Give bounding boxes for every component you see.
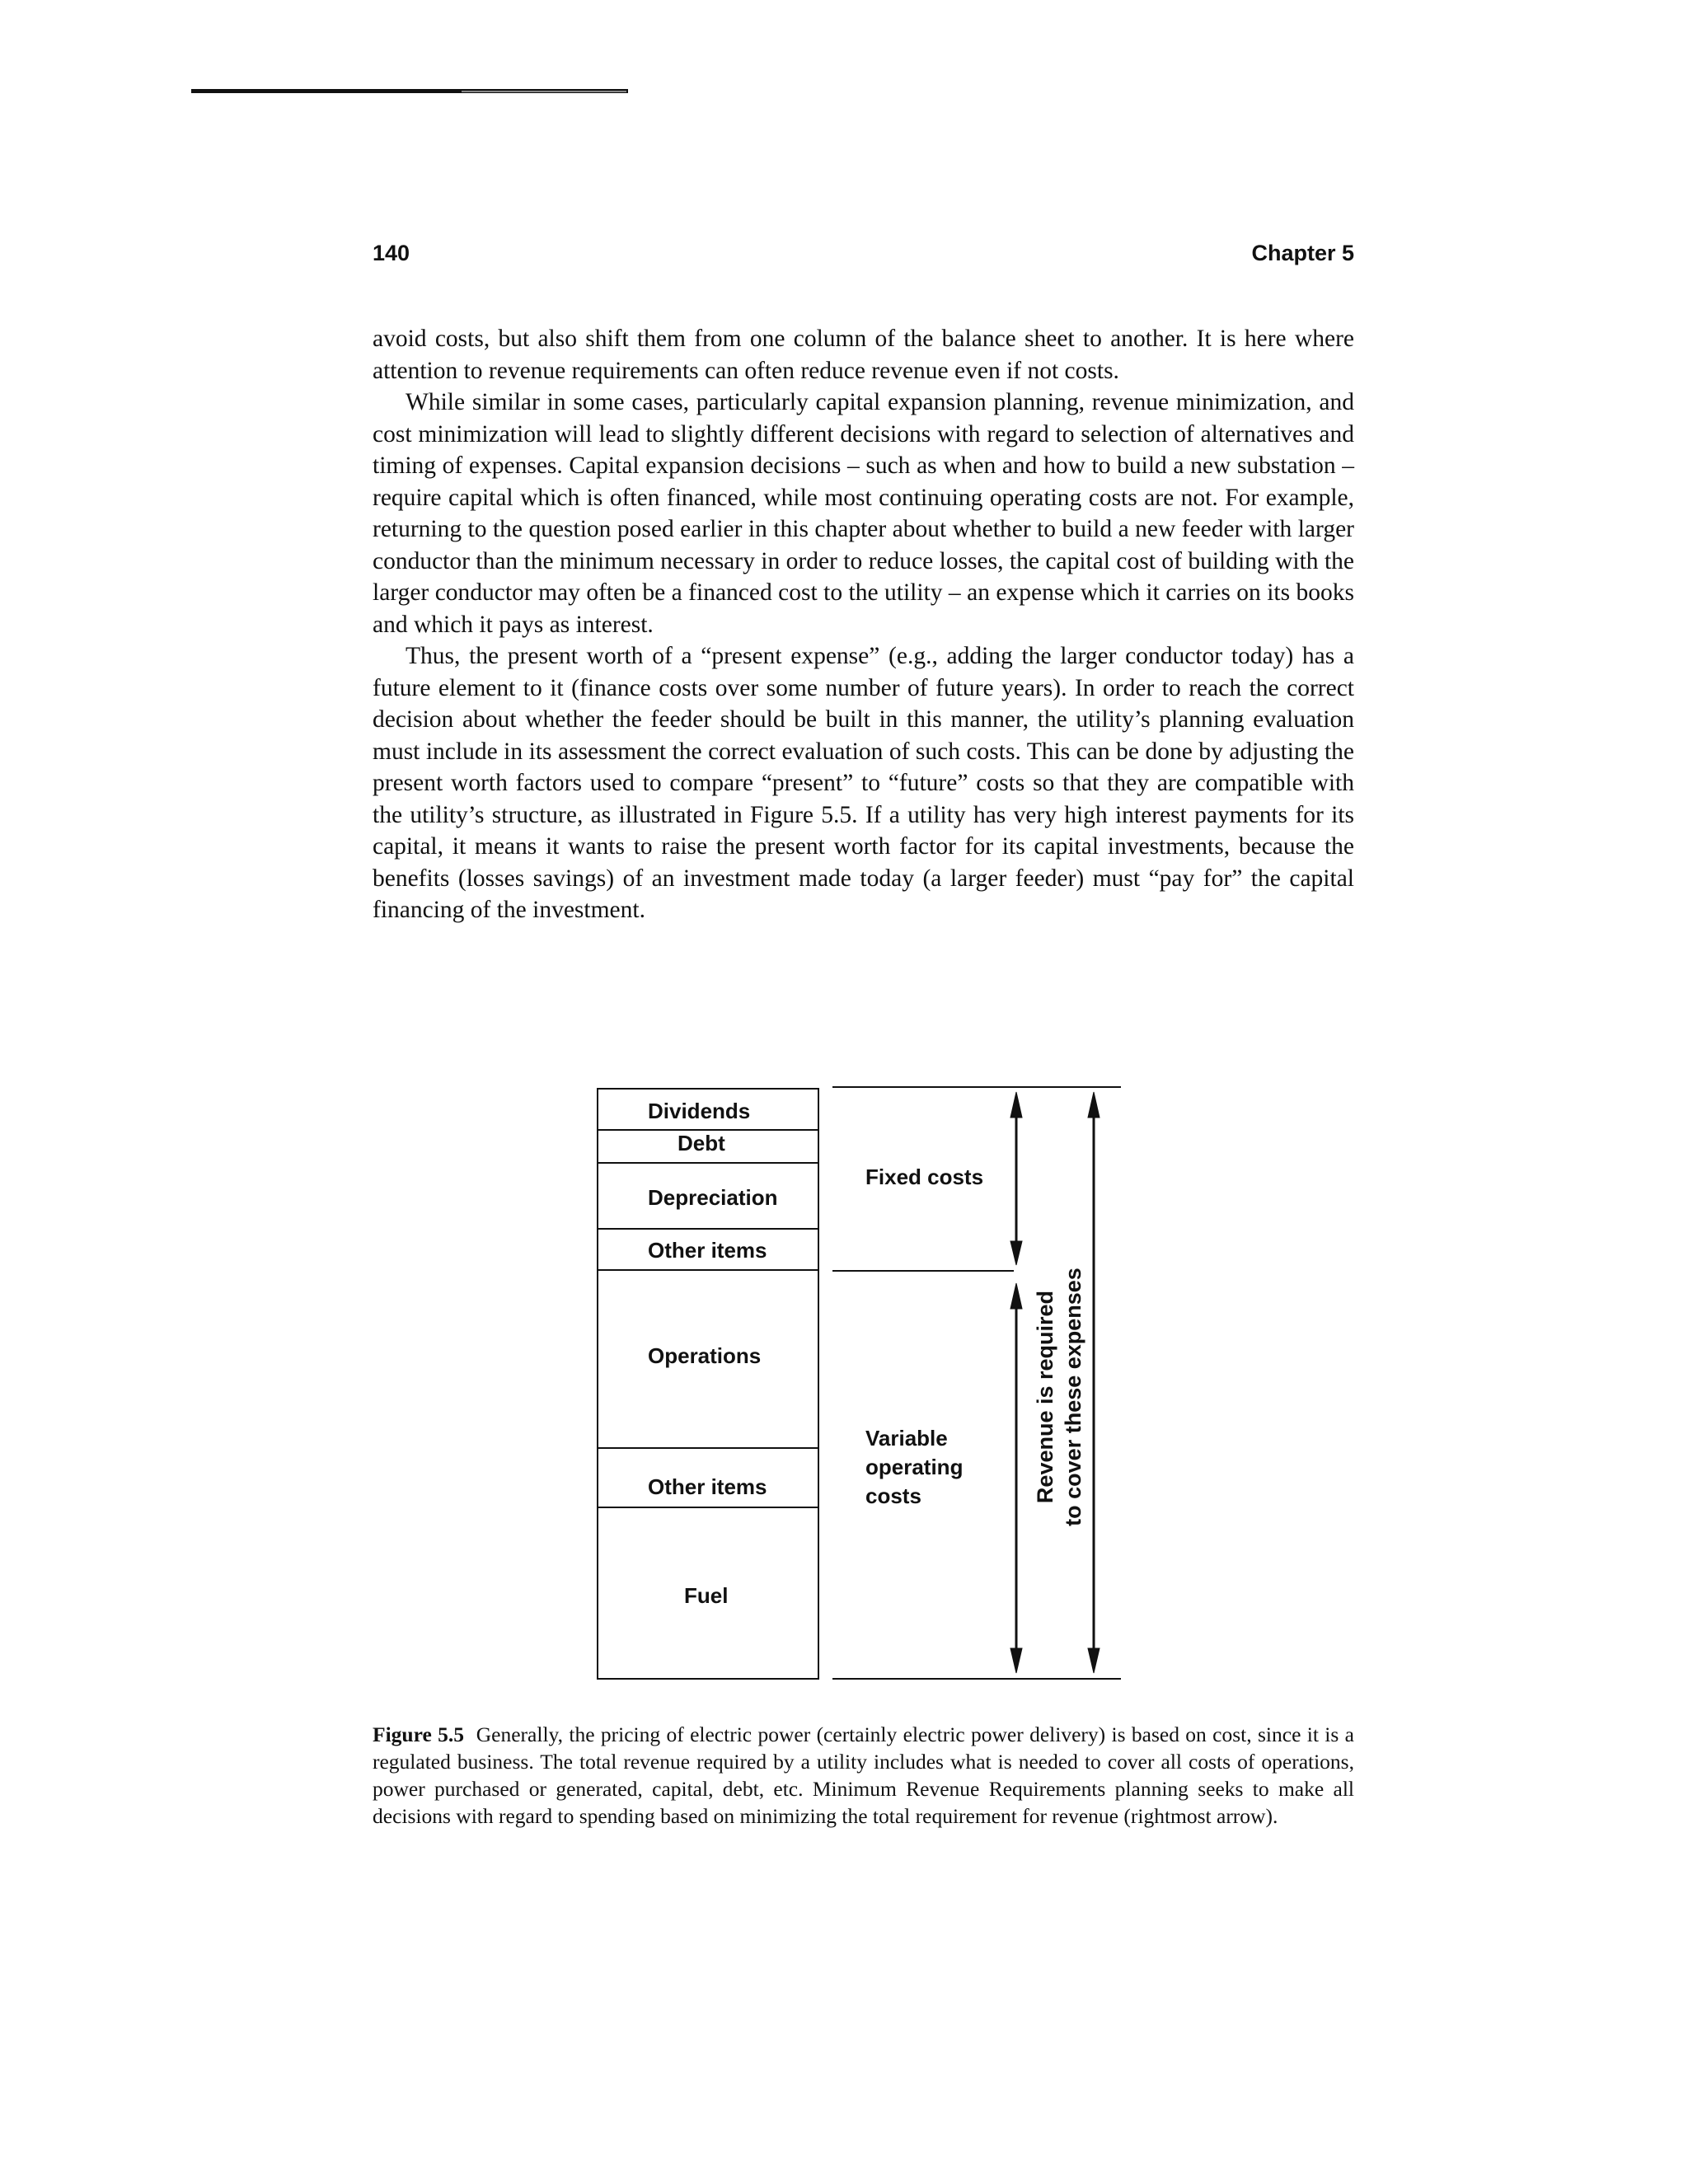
label-fixed-costs: Fixed costs	[865, 1165, 984, 1189]
figure-caption	[373, 1721, 1354, 1830]
label-depreciation: Depreciation	[648, 1185, 778, 1210]
label-variable-line2: operating	[865, 1455, 964, 1479]
total-revenue-line1: Revenue is required	[1033, 1290, 1057, 1504]
paragraph-1: avoid costs, but also shift them from one column of the balance sheet to another. It is here where attention to revenue requirements can often reduce revenue even if not costs.	[373, 326, 1354, 384]
label-operations: Operations	[648, 1343, 762, 1368]
fixed-costs-arrow	[1010, 1092, 1022, 1265]
label-debt: Debt	[678, 1131, 725, 1155]
caption-text: Generally, the pricing of electric power (certainly electric power delivery) is based on cost, since it is a regulated business. The total revenue required by a utility includes what is needed to cover all costs of operations, power purchased or generated, capital, debt, etc. Minimum Revenue Requirements planning seeks to make all decisions with regard to spending based on minimizing the total requirement for revenue (rightmost arrow).	[373, 1722, 1354, 1828]
label-dividends: Dividends	[648, 1099, 751, 1123]
caption-label: Figure 5.5	[373, 1722, 465, 1746]
page-number: 140	[373, 241, 410, 265]
label-other-items-variable: Other items	[648, 1474, 767, 1499]
label-variable-line1: Variable	[865, 1426, 948, 1451]
paragraph-3: Thus, the present worth of a “present expense” (e.g., adding the larger conductor today) has a future element to it (finance costs over some number of future years). In order to reach the correct decision about whether the feeder should be built in this manner, the utility’s planning evaluation must include in its assessment the correct evaluation of such costs. This can be done by adjusting the present worth factors used to compare “present” to “future” costs so that they are compatible with the utility’s structure, as illustrated in Figure 5.5. If a utility has very high interest payments for its capital, it means it wants to raise the present worth factor for its capital investments, because the benefits (losses savings) of an investment made today (a larger feeder) must “pay for” the capital financing of the investment.	[373, 643, 1354, 923]
label-other-items-fixed: Other items	[648, 1238, 767, 1263]
paragraph-2: While similar in some cases, particularly capital expansion planning, revenue minimization, and cost minimization will lead to slightly different decisions with regard to selection of alternatives and timing of expenses. Capital expansion decisions – such as when and how to build a new substation – require capital which is often financed, while most continuing operating costs are not. For example, returning to the question posed earlier in this chapter about whether to build a new feeder with larger conductor than the minimum necessary in order to reduce losses, the capital cost of building with the larger conductor may often be a financed cost to the utility – an expense which it carries on its books and which it pays as interest.	[373, 389, 1354, 638]
label-fuel: Fuel	[684, 1583, 729, 1608]
variable-costs-arrow	[1010, 1283, 1022, 1673]
label-variable-line3: costs	[865, 1483, 921, 1508]
chapter-title: Chapter 5	[1251, 241, 1354, 265]
total-revenue-label	[1026, 1264, 1092, 1530]
total-revenue-line2: to cover these expenses	[1061, 1268, 1085, 1526]
